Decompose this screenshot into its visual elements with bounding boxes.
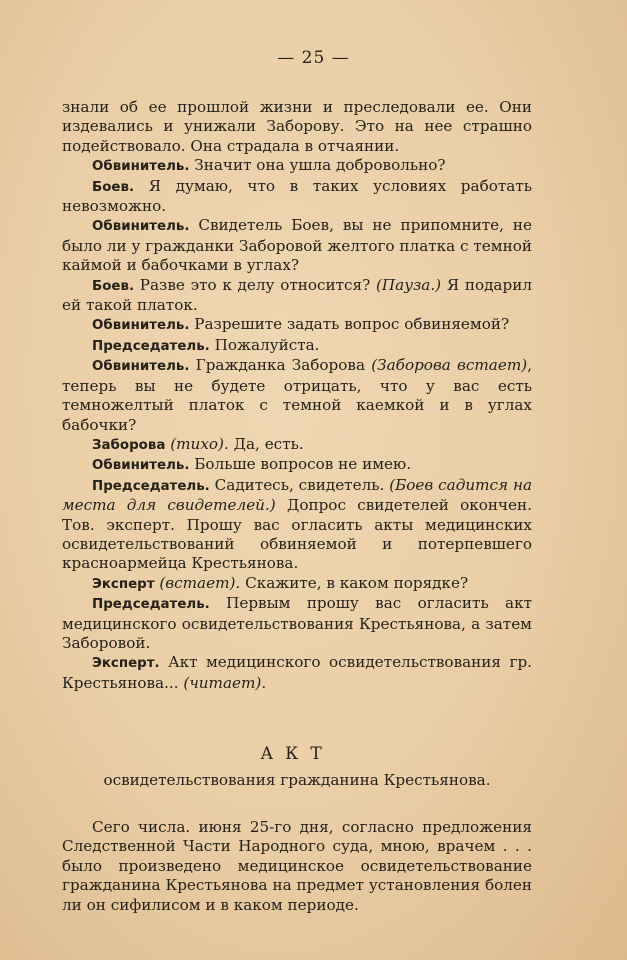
paragraph-text: Разрешите задать вопрос обвиняемой? [189, 315, 510, 334]
paragraph [62, 315, 532, 335]
paragraph-text: знали об ее прошлой жизни и преследовали ее. Они издевались и унижали Заборову. Это на нее страшно подействовало. Она страдала в отчаянии. [62, 98, 532, 155]
paragraph-text: Акт медицинского освидетельствования гр. Крестьянова... [62, 653, 532, 692]
paragraph [62, 574, 532, 594]
paragraph-text: Разве это к делу относится? [134, 275, 376, 294]
paragraph-text-cont: Скажите, в каком порядке? [240, 573, 469, 592]
speaker-label: Обвинитель. [92, 359, 190, 375]
paragraph-text-cont: Допрос свидетелей окончен. Тов. эксперт. Прошу вас огласить акты медицинских освидетельствований обвиняемой и потерпевшего красноармейца Крестьянова. [62, 496, 532, 573]
speaker-label: Председатель. [92, 478, 210, 494]
paragraph [62, 156, 532, 176]
speaker-label: Председатель. [92, 597, 210, 613]
speaker-label: Председатель. [92, 338, 210, 354]
paragraph [62, 276, 532, 316]
paragraph [62, 653, 532, 693]
paragraph [62, 177, 532, 217]
spacer [62, 790, 532, 818]
stage-direction: (Боев садится на места для свидетелей.) [62, 475, 533, 515]
paragraph-text-cont: Да, есть. [228, 434, 304, 453]
speaker-label: Боев. [92, 278, 135, 294]
speaker-label: Боев. [92, 179, 135, 195]
paragraph-text: Значит она ушла добровольно? [189, 156, 446, 175]
speaker-label: Эксперт. [92, 656, 160, 672]
speaker-label: Обвинитель. [92, 458, 190, 474]
stage-direction: (встает). [159, 573, 241, 592]
paragraph [62, 435, 532, 455]
stage-direction: (читает) [183, 673, 262, 692]
paragraph [62, 455, 532, 475]
page-number: — 25 — [277, 48, 350, 68]
stage-direction: (Заборова встает) [371, 356, 528, 375]
paragraph [62, 216, 532, 275]
speaker-label: Обвинитель. [92, 159, 190, 175]
stage-direction: (Пауза.) [375, 275, 442, 294]
speaker-label: Эксперт [92, 576, 155, 592]
paragraph-text-cont: Я подарил ей такой платок. [62, 275, 532, 315]
paragraph-text: Я думаю, что в таких условиях работать невозможно. [62, 176, 532, 216]
stage-direction: (тихо). [170, 434, 229, 453]
speaker-label: Обвинитель. [92, 318, 190, 334]
paragraph [62, 336, 532, 356]
speaker-label: Обвинитель. [92, 219, 190, 235]
paragraph-text: Пожалуйста. [209, 335, 320, 354]
page-body [62, 98, 532, 915]
paragraph-text-cont: . [261, 673, 267, 692]
paragraph-text: Свидетель Боев, вы не припомните, не было ли у гражданки Заборовой желтого платка с темной каймой и бабочками в углах? [62, 216, 532, 275]
paragraph [62, 476, 532, 574]
paragraph-text: Первым прошу вас огласить акт медицинского освидетельствования Крестьянова, а затем Заборовой. [62, 594, 532, 652]
paragraph-text: Гражданка Заборова [189, 356, 372, 375]
paragraph [62, 98, 532, 156]
paragraph-text: Больше вопросов не имею. [189, 455, 412, 474]
paragraph-text: Садитесь, свидетель. [209, 475, 390, 494]
speaker-label: Заборова [92, 437, 166, 453]
act-title: АКТ [260, 744, 334, 765]
paragraph [62, 594, 532, 653]
paragraph-text-cont: , теперь вы не будете отрицать, что у вас есть темножелтый платок с темной каемкой и в углах бабочки? [62, 356, 533, 434]
act-subtitle: освидетельствования гражданина Крестьянова. [103, 770, 491, 789]
paragraph [62, 356, 532, 435]
act-paragraph: Сего числа. июня 25-го дня, согласно предложения Следственной Части Народного суда, мною, врачем . . . было произведено медицинское освидетельствование гражданина Крестьянова на предмет установления болен ли он сифилисом и в каком периоде. [62, 818, 532, 914]
